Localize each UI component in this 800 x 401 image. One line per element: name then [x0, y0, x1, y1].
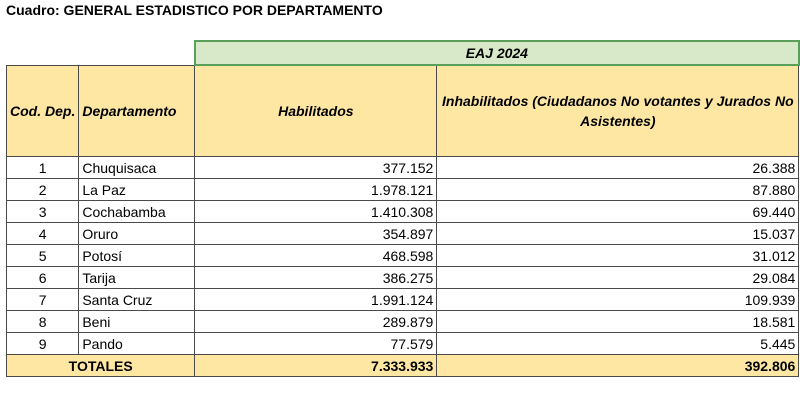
- table-row: [7, 245, 799, 267]
- cell-habilitados: 289.879: [195, 311, 437, 333]
- cell-departamento: Pando: [79, 333, 195, 355]
- table-title: Cuadro: GENERAL ESTADISTICO POR DEPARTAMENTO: [6, 2, 383, 18]
- totals-label: TOTALES: [7, 355, 195, 377]
- cell-habilitados: 77.579: [195, 333, 437, 355]
- totals-habilitados: 7.333.933: [195, 355, 437, 377]
- cell-cod: 4: [7, 223, 79, 245]
- table-row: [7, 333, 799, 355]
- group-header: EAJ 2024: [195, 41, 799, 65]
- cell-departamento: Santa Cruz: [79, 289, 195, 311]
- cell-inhabilitados: 15.037: [437, 223, 799, 245]
- cell-habilitados: 386.275: [195, 267, 437, 289]
- cell-cod: 7: [7, 289, 79, 311]
- cell-cod: 8: [7, 311, 79, 333]
- cell-departamento: Chuquisaca: [79, 157, 195, 179]
- table-row: [7, 223, 799, 245]
- cell-inhabilitados: 5.445: [437, 333, 799, 355]
- header-departamento: Departamento: [79, 65, 195, 157]
- cell-habilitados: 468.598: [195, 245, 437, 267]
- cell-cod: 6: [7, 267, 79, 289]
- table-row: [7, 267, 799, 289]
- cell-inhabilitados: 109.939: [437, 289, 799, 311]
- header-habilitados: Habilitados: [195, 65, 437, 157]
- cell-cod: 1: [7, 157, 79, 179]
- table-row: [7, 289, 799, 311]
- cell-departamento: Potosí: [79, 245, 195, 267]
- cell-departamento: Beni: [79, 311, 195, 333]
- statistics-table: [6, 40, 800, 377]
- table-row: [7, 179, 799, 201]
- header-inhabilitados-text: Inhabilitados (Ciudadanos No votantes y Jurados No Asistentes): [442, 93, 794, 129]
- header-inhabilitados: [437, 65, 799, 157]
- cell-cod: 5: [7, 245, 79, 267]
- cell-habilitados: 354.897: [195, 223, 437, 245]
- cell-departamento: Cochabamba: [79, 201, 195, 223]
- cell-habilitados: 1.410.308: [195, 201, 437, 223]
- totals-inhabilitados: 392.806: [437, 355, 799, 377]
- cell-departamento: La Paz: [79, 179, 195, 201]
- cell-cod: 9: [7, 333, 79, 355]
- cell-inhabilitados: 18.581: [437, 311, 799, 333]
- cell-departamento: Tarija: [79, 267, 195, 289]
- cell-inhabilitados: 87.880: [437, 179, 799, 201]
- table-row: [7, 201, 799, 223]
- cell-cod: 3: [7, 201, 79, 223]
- cell-inhabilitados: 26.388: [437, 157, 799, 179]
- table-row: [7, 311, 799, 333]
- totals-row: [7, 355, 799, 377]
- cell-habilitados: 1.991.124: [195, 289, 437, 311]
- cell-cod: 2: [7, 179, 79, 201]
- cell-habilitados: 377.152: [195, 157, 437, 179]
- cell-departamento: Oruro: [79, 223, 195, 245]
- cell-inhabilitados: 29.084: [437, 267, 799, 289]
- table-row: [7, 157, 799, 179]
- cell-inhabilitados: 69.440: [437, 201, 799, 223]
- cell-inhabilitados: 31.012: [437, 245, 799, 267]
- header-cod-dep: Cod. Dep.: [7, 65, 79, 157]
- cell-habilitados: 1.978.121: [195, 179, 437, 201]
